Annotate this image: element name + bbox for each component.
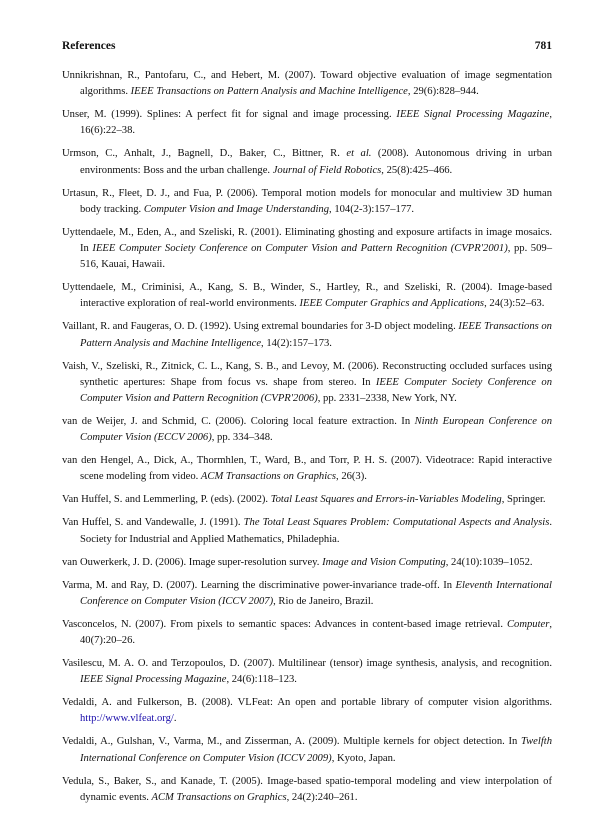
reference-entry: Unser, M. (1999). Splines: A perfect fit for signal and image processing. IEEE Signal Processing Magazine, 16(6):22–38.: [62, 109, 552, 137]
reference-entry: Vasconcelos, N. (2007). From pixels to semantic spaces: Advances in content-based image retrieval. Computer, 40(7):20–26.: [62, 618, 552, 647]
reference-entry: Vasilescu, M. A. O. and Terzopoulos, D. (2007). Multilinear (tensor) image synthesis, analysis, and recognition. IEEE Signal Processing Magazine, 24(6):118–123.: [62, 658, 552, 686]
page-header: [62, 40, 552, 52]
vlfeat-link[interactable]: http://www.vlfeat.org/: [80, 713, 174, 725]
reference-entry: Vedaldi, A., Gulshan, V., Varma, M., and Zisserman, A. (2009). Multiple kernels for object detection. In Twelfth International Conference on Computer Vision (ICCV 2009), Kyoto, Japan.: [62, 736, 552, 764]
reference-entry: Unnikrishnan, R., Pantofaru, C., and Hebert, M. (2007). Toward objective evaluation of image segmentation algorithms. IEEE Transactions on Pattern Analysis and Machine Intelligence, 29(6):828–944.: [62, 70, 552, 98]
page-number: 781: [534, 40, 552, 52]
reference-entry: Vedaldi, A. and Fulkerson, B. (2008). VLFeat: An open and portable library of computer vision algorithms. http://www.vlfeat.org/.: [62, 697, 552, 725]
reference-entry: van Ouwerkerk, J. D. (2006). Image super-resolution survey. Image and Vision Computing, 24(10):1039–1052.: [62, 556, 533, 568]
reference-entry: Vedula, S., Baker, S., and Kanade, T. (2005). Image-based spatio-temporal modeling and view interpolation of dynamic events. ACM Transactions on Graphics, 24(2):240–261.: [62, 775, 552, 803]
reference-entry: Uyttendaele, M., Criminisi, A., Kang, S. B., Winder, S., Hartley, R., and Szeliski, R. (2004). Image-based interactive exploration of real-world environments. IEEE Computer Graphics and Applications, 24(3):52–63.: [62, 282, 552, 310]
reference-entry: van den Hengel, A., Dick, A., Thormhlen, T., Ward, B., and Torr, P. H. S. (2007). Videotrace: Rapid interactive scene modeling from video. ACM Transactions on Graphics, 26(3).: [62, 455, 552, 483]
reference-entry: van de Weijer, J. and Schmid, C. (2006). Coloring local feature extraction. In Ninth European Conference on Computer Vision (ECCV 2006), pp. 334–348.: [62, 416, 552, 444]
reference-entry: Urtasun, R., Fleet, D. J., and Fua, P. (2006). Temporal motion models for monocular and multiview 3D human body tracking. Computer Vision and Image Understanding, 104(2-3):157–177.: [62, 187, 552, 215]
reference-entry: Van Huffel, S. and Lemmerling, P. (eds). (2002). Total Least Squares and Errors-in-Variables Modeling, Springer.: [62, 494, 546, 506]
reference-entry: Vaillant, R. and Faugeras, O. D. (1992). Using extremal boundaries for 3-D object modeling. IEEE Transactions on Pattern Analysis and Machine Intelligence, 14(2):157–173.: [62, 321, 552, 349]
reference-list: [62, 68, 552, 813]
reference-entry: Varma, M. and Ray, D. (2007). Learning the discriminative power-invariance trade-off. In Eleventh International Conference on Computer Vision (ICCV 2007), Rio de Janeiro, Brazil.: [62, 579, 552, 607]
reference-entry: Van Huffel, S. and Vandewalle, J. (1991). The Total Least Squares Problem: Computational Aspects and Analysis. Society for Industrial and Applied Mathematics, Philadephia.: [62, 517, 552, 545]
reference-entry: Urmson, C., Anhalt, J., Bagnell, D., Baker, C., Bittner, R. et al. (2008). Autonomous driving in urban environments: Boss and the urban challenge. Journal of Field Robotics, 25(8):425–466.: [62, 148, 552, 176]
reference-entry: Vaish, V., Szeliski, R., Zitnick, C. L., Kang, S. B., and Levoy, M. (2006). Reconstructing occluded surfaces using synthetic apertures: Shape from focus vs. shape from stereo. In IEEE Computer Society Conference on Computer Vision and Pattern Recognition (CVPR'2006), pp. 2331–2338, New York, NY.: [62, 360, 553, 405]
reference-entry: Uyttendaele, M., Eden, A., and Szeliski, R. (2001). Eliminating ghosting and exposure artifacts in image mosaics. In IEEE Computer Society Conference on Computer Vision and Pattern Recognition (CVPR'2001), pp. 509–516, Kauai, Hawaii.: [62, 226, 552, 271]
running-head: References: [62, 40, 116, 52]
